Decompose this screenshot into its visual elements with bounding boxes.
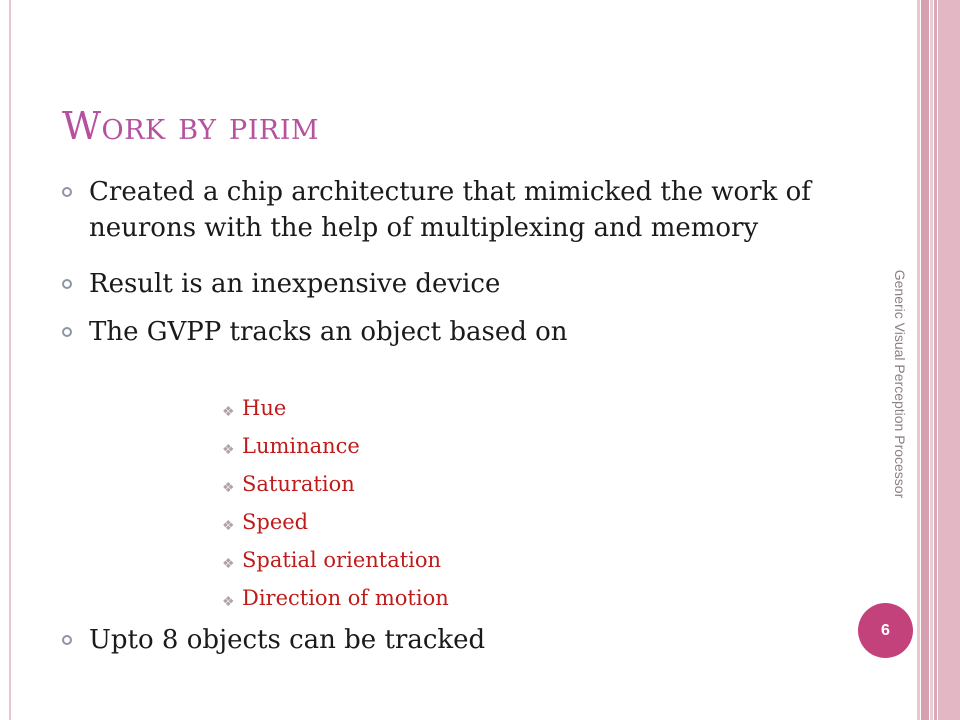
diamond-bullet-icon: ❖ <box>222 442 235 458</box>
sub-item-text: Hue <box>242 396 287 420</box>
sub-item-text: Spatial orientation <box>242 548 442 572</box>
left-frame-line <box>9 0 11 720</box>
bullet-item <box>62 266 842 302</box>
diamond-bullet-icon: ❖ <box>222 404 235 420</box>
diamond-bullet-icon: ❖ <box>222 518 235 534</box>
sub-item <box>222 433 360 459</box>
sub-item <box>222 585 449 611</box>
bullet-text: Created a chip architecture that mimicked the work of neurons with the help of multiplexing and memory <box>89 177 811 243</box>
bullet-text: Upto 8 objects can be tracked <box>89 625 486 655</box>
side-label-text: Generic Visual Perception Processor <box>892 269 908 499</box>
right-stripe <box>917 0 920 720</box>
ring-bullet-icon <box>62 187 72 197</box>
right-stripe <box>921 0 929 720</box>
bullet-text: The GVPP tracks an object based on <box>89 317 568 347</box>
sub-item-text: Saturation <box>242 472 355 496</box>
sub-item <box>222 509 308 535</box>
ring-bullet-icon <box>62 279 72 289</box>
sub-item <box>222 395 286 421</box>
sub-item <box>222 471 355 497</box>
diamond-bullet-icon: ❖ <box>222 556 235 572</box>
sub-item-text: Speed <box>242 510 309 534</box>
bullet-item <box>62 622 485 658</box>
page-number-badge: 6 <box>858 603 913 658</box>
right-stripe <box>934 0 937 720</box>
bullet-list <box>62 174 842 350</box>
bullet-item <box>62 174 842 246</box>
slide-title: Work by pirim <box>62 104 320 148</box>
ring-bullet-icon <box>62 327 72 337</box>
right-stripe <box>938 0 960 720</box>
diamond-bullet-icon: ❖ <box>222 480 235 496</box>
ring-bullet-icon <box>62 635 72 645</box>
diamond-bullet-icon: ❖ <box>222 594 235 610</box>
sub-item <box>222 547 441 573</box>
bullet-text: Result is an inexpensive device <box>89 269 501 299</box>
right-stripe <box>930 0 933 720</box>
bullet-item <box>62 314 842 350</box>
sub-item-text: Direction of motion <box>242 586 449 610</box>
sub-item-text: Luminance <box>242 434 360 458</box>
